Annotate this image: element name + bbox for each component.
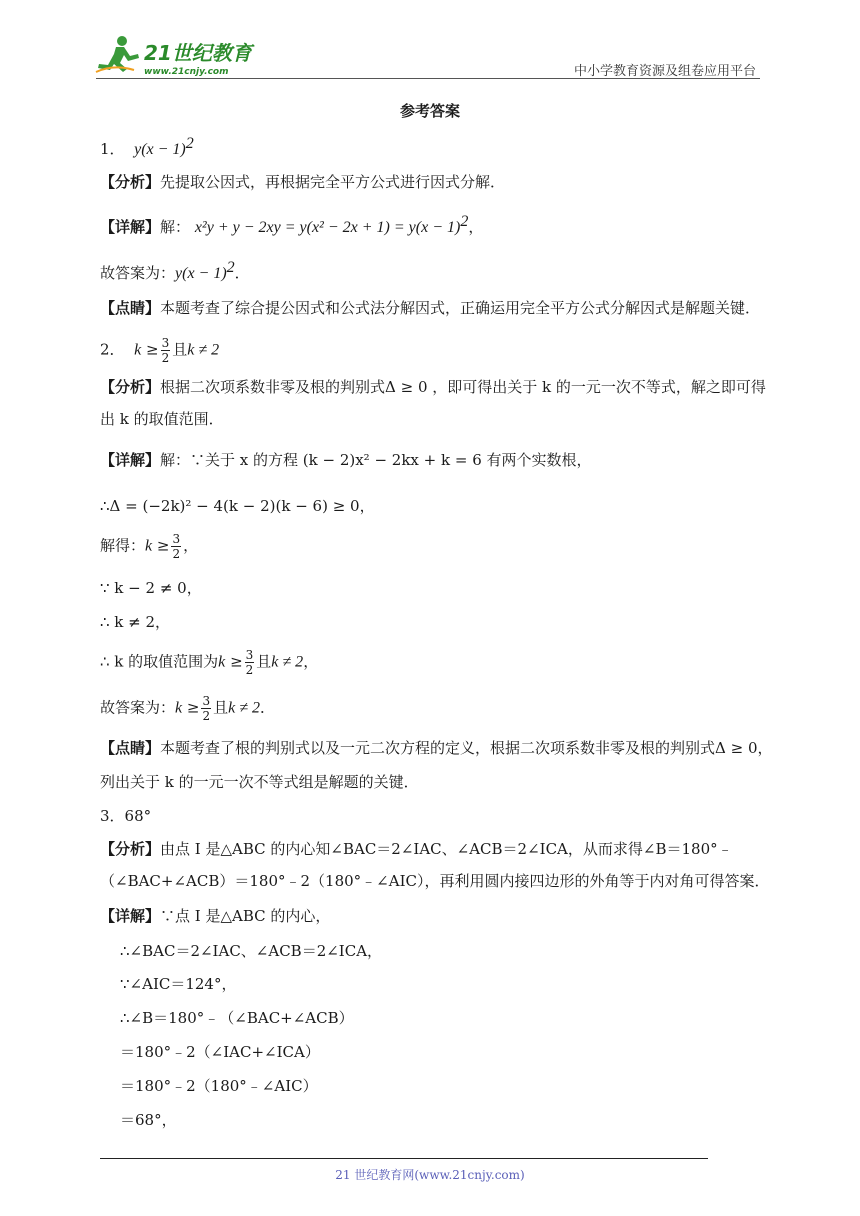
q2-analysis-2: 出 k 的取值范围． [100, 410, 224, 428]
q2-solve: 解得：k ≥ $\frac{3}{2}$ ， [100, 532, 199, 561]
q3-analysis-2: （∠BAC+∠ACB）＝180°﹣2（180°﹣∠AIC），再利用圆内接四边形的外角等于内对角可得答案． [100, 872, 770, 890]
q2-range: ∴ k 的取值范围为k ≥ $\frac{3}{2}$ 且k ≠ 2， [100, 648, 319, 677]
q2-final: 故答案为：k ≥ $\frac{3}{2}$ 且k ≠ 2． [100, 694, 276, 723]
fraction: $\frac{3}{2}$ [202, 694, 211, 723]
fraction: $\frac{3}{2}$ [161, 336, 170, 365]
q2-analysis-1: 【分析】根据二次项系数非零及根的判别式Δ ≥ 0 ，即可得出关于 k 的一元一次不等式，解之即可得 [100, 378, 766, 396]
platform-name: 中小学教育资源及组卷应用平台 [573, 64, 756, 79]
q1-answer: 1． $y(x - 1)^2$ [100, 135, 194, 158]
q3-analysis-1: 【分析】由点 I 是△ABC 的内心知∠BAC＝2∠IAC、∠ACB＝2∠ICA，从而求得∠B＝180°﹣ [100, 840, 733, 858]
logo [94, 34, 264, 78]
q2-delta: ∴Δ = (−2k)² − 4(k − 2)(k − 6) ≥ 0， [100, 497, 375, 515]
q3-step: ＝180°﹣2（180°﹣∠AIC） [120, 1077, 318, 1095]
q2-detail: 【详解】解：∵关于 x 的方程 (k − 2)x² − 2kx + k = 6 有两个实数根， [100, 451, 592, 469]
logo-url: www.21cnjy.com [144, 67, 229, 77]
q2-comment-2: 列出关于 k 的一元一次不等式组是解题的关键． [100, 773, 419, 791]
q3-step: ∴∠B＝180°﹣（∠BAC+∠ACB） [120, 1009, 354, 1027]
fraction: $\frac{3}{2}$ [245, 648, 254, 677]
footer-link[interactable]: 21 世纪教育网(www.21cnjy.com) [335, 1168, 525, 1182]
q3-detail: 【详解】∵点 I 是△ABC 的内心， [100, 907, 331, 925]
q3-step: ∴∠BAC＝2∠IAC、∠ACB＝2∠ICA， [120, 942, 383, 960]
q1-final: 故答案为：$y(x - 1)^2$． [100, 259, 250, 282]
q1-comment: 【点睛】本题考查了综合提公因式和公式法分解因式，正确运用完全平方公式分解因式是解题关键． [100, 299, 761, 317]
runner-icon [96, 36, 139, 72]
page-title: 参考答案 [399, 102, 460, 120]
q2-since: ∵ k − 2 ≠ 0， [100, 579, 202, 597]
q3-step: ∵∠AIC＝124°， [120, 975, 237, 993]
q3-answer: 3．68° [100, 807, 152, 825]
fraction: $\frac{3}{2}$ [172, 532, 181, 561]
q1-analysis: 【分析】先提取公因式，再根据完全平方公式进行因式分解． [100, 173, 506, 191]
footer-divider [100, 1158, 708, 1159]
logo-main: 21世纪教育 [144, 41, 252, 65]
q2-so: ∴ k ≠ 2， [100, 613, 171, 631]
q1-detail: 【详解】解： $x^2y + y - 2xy = y(x^2 - 2x + 1) = y(x - 1)^2$， [100, 213, 484, 236]
q3-step: ＝180°﹣2（∠IAC+∠ICA） [120, 1043, 320, 1061]
q3-step: ＝68°， [120, 1111, 177, 1129]
header-divider [96, 78, 760, 79]
q2-comment-1: 【点睛】本题考查了根的判别式以及一元二次方程的定义，根据二次项系数非零及根的判别式Δ ≥ 0， [100, 739, 773, 757]
q2-answer: 2． k ≥ $\frac{3}{2}$ 且k ≠ 2 [100, 336, 220, 365]
